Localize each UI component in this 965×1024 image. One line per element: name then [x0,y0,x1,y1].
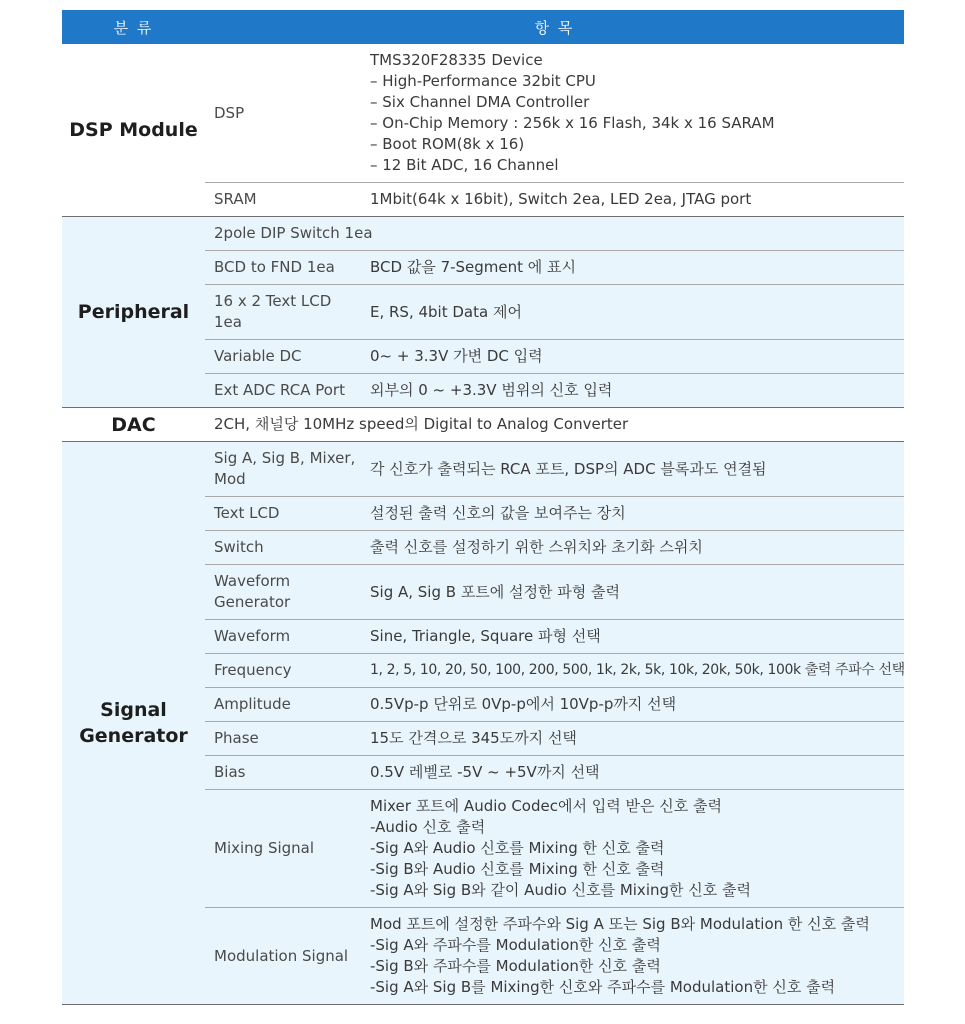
item-description: 15도 간격으로 345도까지 선택 [361,722,904,756]
item-description: 0.5V 레벨로 -5V ~ +5V까지 선택 [361,756,904,790]
item-description: Sine, Triangle, Square 파형 선택 [361,620,904,654]
item-description: BCD 값을 7-Segment 에 표시 [361,251,904,285]
sub-label-line: Mod [214,470,246,488]
category-peripheral: Peripheral [62,217,205,408]
sub-item-label: Switch [205,531,361,565]
sub-item-label: Bias [205,756,361,790]
sub-item-label: Waveform [205,620,361,654]
item-description: E, RS, 4bit Data 제어 [361,285,904,340]
description-line: Mod 포트에 설정한 주파수와 Sig A 또는 Sig B와 Modulation 한 신호 출력 [370,915,870,933]
sub-item-label: Text LCD [205,497,361,531]
item-description: 0.5Vp-p 단위로 0Vp-p에서 10Vp-p까지 선택 [361,688,904,722]
table-row [62,44,904,183]
category-dsp-module: DSP Module [62,44,205,217]
item-description: Sig A, Sig B 포트에 설정한 파형 출력 [361,565,904,620]
item-description: 1, 2, 5, 10, 20, 50, 100, 200, 500, 1k, 2k, 5k, 10k, 20k, 50k, 100k 출력 주파수 선택 [361,654,904,688]
sub-item-label [205,285,361,340]
item-description: 2CH, 채널당 10MHz speed의 Digital to Analog Converter [205,408,904,442]
sub-label-line: 16 x 2 Text LCD [214,292,332,310]
header-items: 항 목 [205,10,904,44]
item-description: 외부의 0 ~ +3.3V 범위의 신호 입력 [361,374,904,408]
sub-label-line: Waveform [214,572,291,590]
item-description: 출력 신호를 설정하기 위한 스위치와 초기화 스위치 [361,531,904,565]
description-line: -Sig A와 Sig B를 Mixing한 신호와 주파수를 Modulation한 신호 출력 [370,978,836,996]
item-description [361,790,904,908]
description-line: -Sig B와 Audio 신호를 Mixing 한 신호 출력 [370,860,665,878]
sub-item-label: Phase [205,722,361,756]
sub-item-label: BCD to FND 1ea [205,251,361,285]
sub-item-label: 2pole DIP Switch 1ea [205,217,904,251]
sub-label-line: 1ea [214,313,242,331]
header-category: 분 류 [62,10,205,44]
description-line: -Sig B와 주파수를 Modulation한 신호 출력 [370,957,661,975]
sub-item-label: Amplitude [205,688,361,722]
item-description: 0~ + 3.3V 가변 DC 입력 [361,340,904,374]
sub-item-label [205,442,361,497]
item-description [361,44,904,183]
table-header-row [62,10,904,44]
category-dac: DAC [62,408,205,442]
table-row [62,408,904,442]
sub-item-label: Modulation Signal [205,908,361,1005]
description-line: -Audio 신호 출력 [370,818,486,836]
item-description: 1Mbit(64k x 16bit), Switch 2ea, LED 2ea, JTAG port [361,183,904,217]
description-line: TMS320F28335 Device [370,51,543,69]
sub-item-label [205,565,361,620]
item-description: 설정된 출력 신호의 값을 보여주는 장치 [361,497,904,531]
sub-item-label: SRAM [205,183,361,217]
sub-item-label: Variable DC [205,340,361,374]
description-line: Mixer 포트에 Audio Codec에서 입력 받은 신호 출력 [370,797,722,815]
item-description: 각 신호가 출력되는 RCA 포트, DSP의 ADC 블록과도 연결됨 [361,442,904,497]
spec-table [62,10,904,1005]
description-line: – 12 Bit ADC, 16 Channel [370,156,559,174]
table-row [62,217,904,251]
category-line: Signal [100,699,167,721]
table-row [62,442,904,497]
description-line: -Sig A와 Sig B와 같이 Audio 신호를 Mixing한 신호 출력 [370,881,751,899]
sub-label-line: Sig A, Sig B, Mixer, [214,449,356,467]
description-line: – Six Channel DMA Controller [370,93,590,111]
sub-item-label: DSP [205,44,361,183]
sub-item-label: Mixing Signal [205,790,361,908]
category-line: Generator [79,725,188,747]
description-line: -Sig A와 주파수를 Modulation한 신호 출력 [370,936,661,954]
sub-label-line: Generator [214,593,291,611]
category-signal-generator [62,442,205,1005]
description-line: – High-Performance 32bit CPU [370,72,596,90]
sub-item-label: Frequency [205,654,361,688]
description-line: -Sig A와 Audio 신호를 Mixing 한 신호 출력 [370,839,665,857]
description-line: – On-Chip Memory : 256k x 16 Flash, 34k x 16 SARAM [370,114,775,132]
item-description [361,908,904,1005]
description-line: – Boot ROM(8k x 16) [370,135,525,153]
sub-item-label: Ext ADC RCA Port [205,374,361,408]
